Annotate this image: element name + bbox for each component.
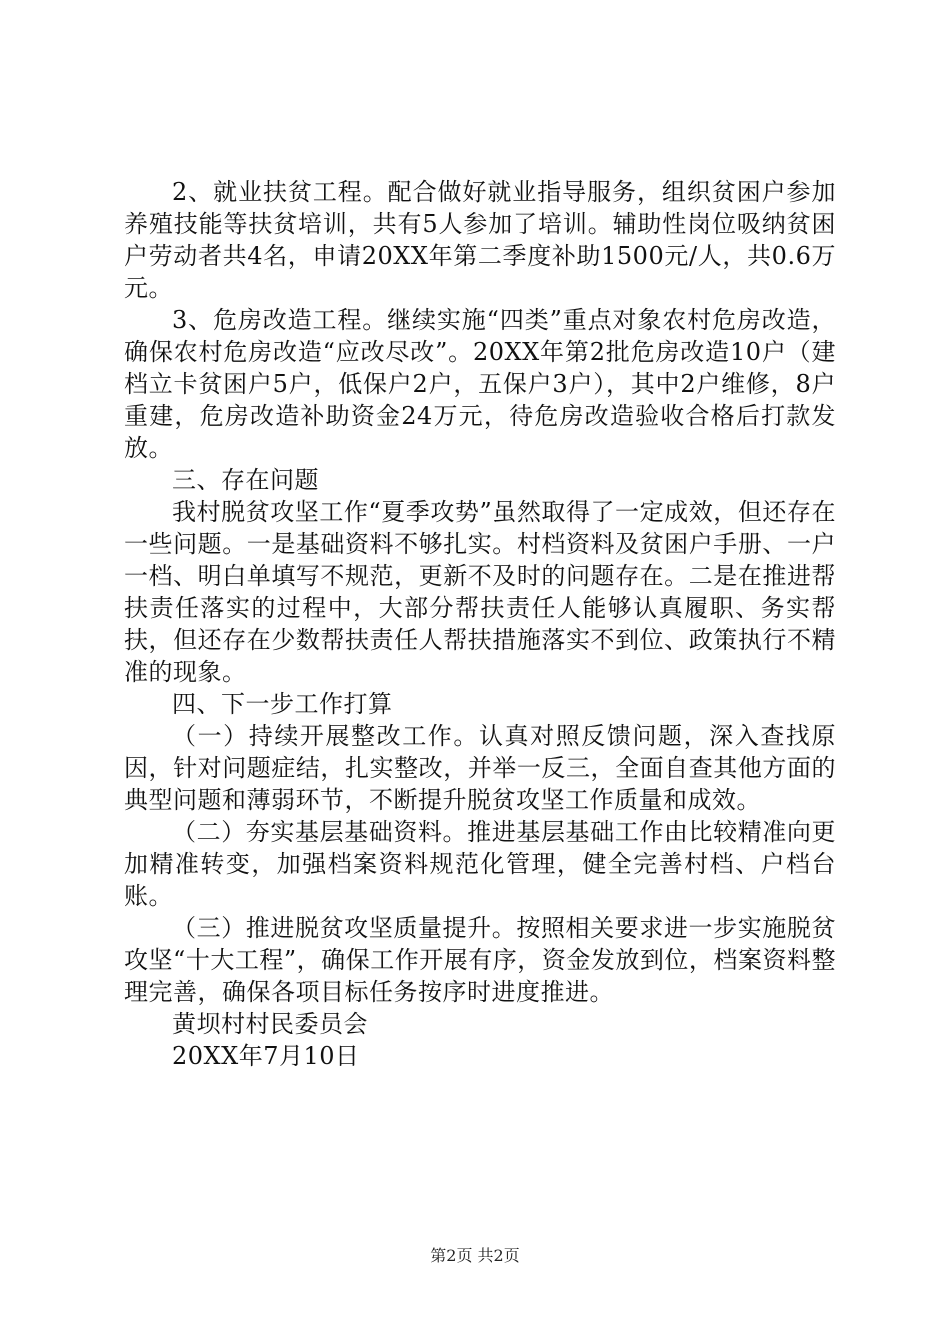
plan-item-3: （三）推进脱贫攻坚质量提升。按照相关要求进一步实施脱贫攻坚“十大工程”，确保工作开展有序，资金发放到位，档案资料整理完善，确保各项目标任务按序时进度推进。 [124, 914, 836, 1006]
paragraph-employment: 2、就业扶贫工程。配合做好就业指导服务，组织贫困户参加养殖技能等扶贫培训，共有5人参加了培训。辅助性岗位吸纳贫困户劳动者共4名，申请20XX年第二季度补助1500元/人，共0.6万元。 [124, 178, 836, 302]
plan-item-1: （一）持续开展整改工作。认真对照反馈问题，深入查找原因，针对问题症结，扎实整改，并举一反三，全面自查其他方面的典型问题和薄弱环节，不断提升脱贫攻坚工作质量和成效。 [124, 722, 836, 814]
paragraph-problems: 我村脱贫攻坚工作“夏季攻势”虽然取得了一定成效，但还存在一些问题。一是基础资料不够扎实。村档资料及贫困户手册、一户一档、明白单填写不规范，更新不及时的问题存在。二是在推进帮扶责任落实的过程中，大部分帮扶责任人能够认真履职、务实帮扶，但还存在少数帮扶责任人帮扶措施落实不到位、政策执行不精准的现象。 [124, 498, 836, 686]
page-footer: 第2页 共2页 [430, 1246, 520, 1265]
paragraph-housing: 3、危房改造工程。继续实施“四类”重点对象农村危房改造，确保农村危房改造“应改尽改”。20XX年第2批危房改造10户（建档立卡贫困户5户，低保户2户，五保户3户），其中2户维修，8户重建，危房改造补助资金24万元，待危房改造验收合格后打款发放。 [124, 306, 836, 462]
signature-date: 20XX年7月10日 [172, 1042, 360, 1070]
section-heading-problems: 三、存在问题 [172, 466, 319, 494]
plan-item-2: （二）夯实基层基础资料。推进基层基础工作由比较精准向更加精准转变，加强档案资料规范化管理，健全完善村档、户档台账。 [124, 818, 836, 910]
document-body [124, 176, 836, 1072]
section-heading-next-steps: 四、下一步工作打算 [172, 690, 393, 718]
signature-org: 黄坝村村民委员会 [172, 1010, 368, 1038]
